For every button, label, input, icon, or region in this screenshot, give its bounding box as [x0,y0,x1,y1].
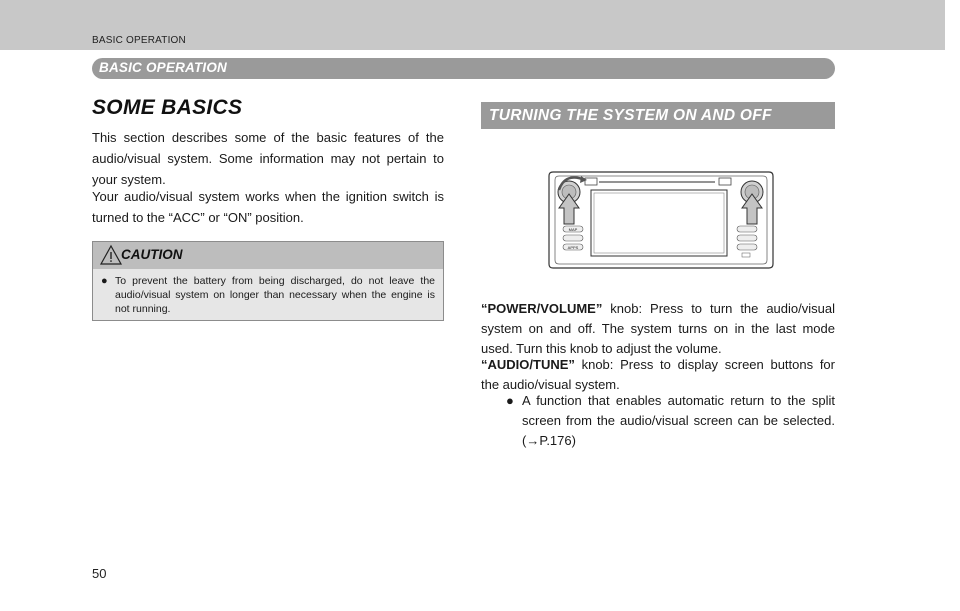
running-header: BASIC OPERATION [92,35,186,46]
warning-triangle-icon [99,244,123,266]
caution-text: To prevent the battery from being discharged, do not leave the audio/visual system on longer than necessary when the engine is not running. [115,275,435,315]
head-unit-illustration [545,168,777,272]
audio-tune-description [481,355,835,395]
section-title: BASIC OPERATION [99,60,228,75]
audio-tune-label: “AUDIO/TUNE” [481,357,575,372]
audio-tune-text: knob: Press to display screen buttons for the audio/visual system. [481,357,835,392]
caution-box [92,241,444,321]
split-screen-note: A function that enables automatic return to the split screen from the audio/visual screen can be selected. (→P.176) [522,393,835,448]
power-volume-description [481,299,835,359]
page-number: 50 [92,566,107,581]
map-button-label: MAP [568,227,578,232]
bullet-icon: ● [506,393,514,408]
caution-header [93,242,443,269]
bullet-icon: ● [101,275,108,287]
ignition-paragraph: Your audio/visual system works when the ignition switch is turned to the “ACC” or “ON” position. [92,189,444,225]
page-title: SOME BASICS [92,96,243,119]
apps-button-label: APPS [567,245,579,250]
subsection-title: TURNING THE SYSTEM ON AND OFF [489,107,772,124]
power-volume-label: “POWER/VOLUME” [481,301,603,316]
intro-paragraph: This section describes some of the basic features of the audio/visual system. Some information may not pertain to your system. [92,130,444,187]
caution-title: CAUTION [121,247,183,262]
power-volume-text: knob: Press to turn the audio/visual system on and off. The system turns on in the last mode used. Turn this knob to adjust the volume. [481,301,835,356]
